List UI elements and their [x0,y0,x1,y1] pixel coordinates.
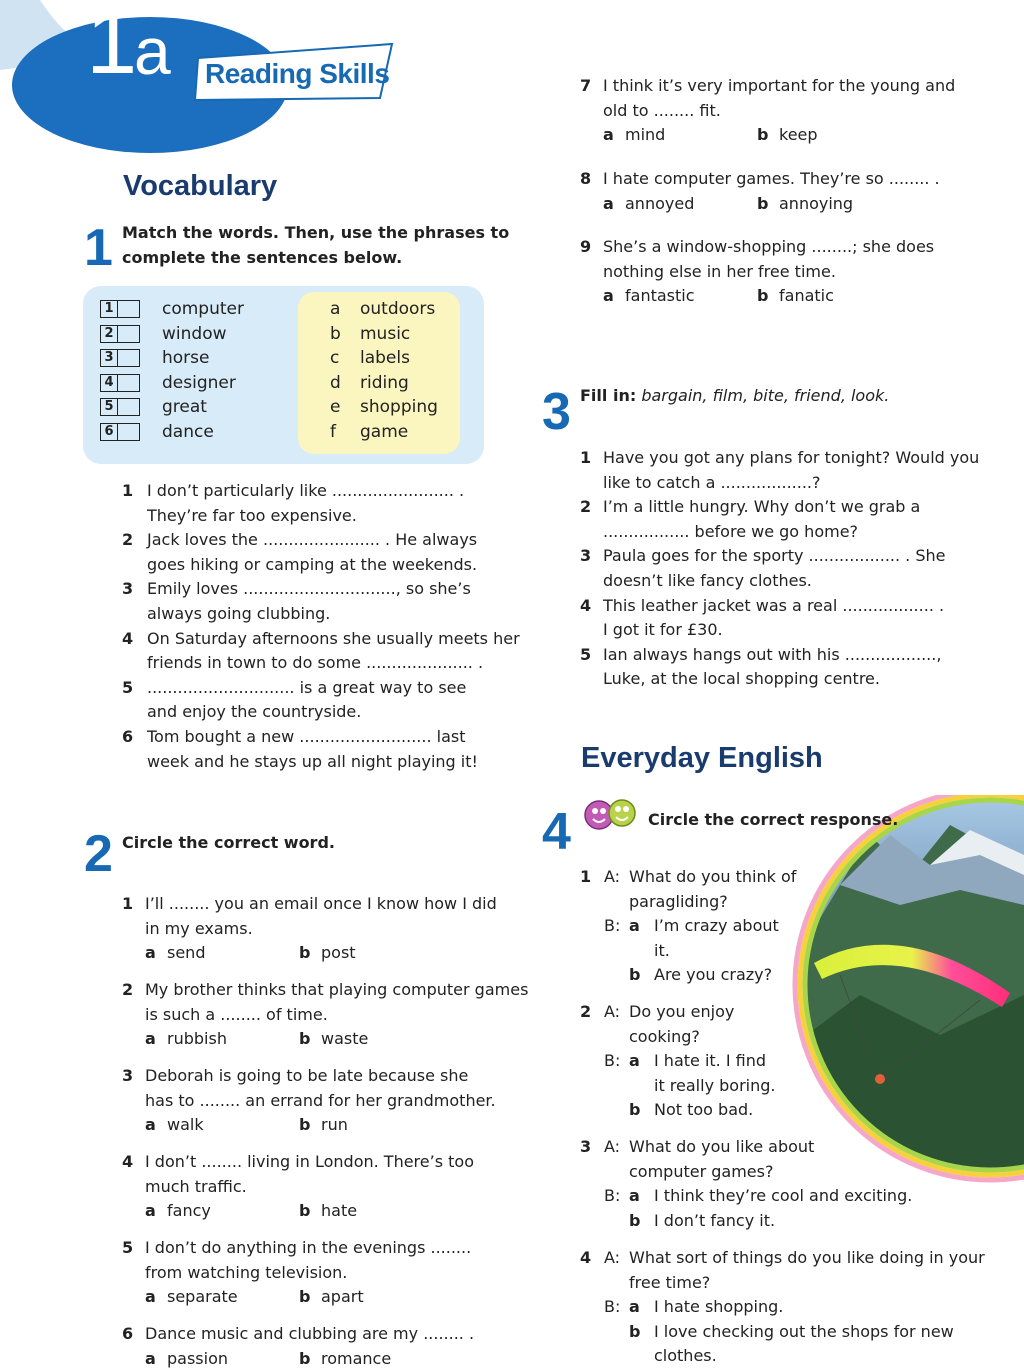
option-b[interactable] [757,123,818,148]
option-a[interactable] [603,123,665,148]
question-line: I think it’s very important for the young and [603,76,956,95]
answer-box[interactable] [100,349,140,367]
match-right-row [330,322,410,346]
fill-in-line: I’m a little hungry. Why don’t we grab a [603,497,921,517]
sentence-number: 2 [122,530,134,550]
match-right-row [330,395,438,419]
match-word: computer [162,299,244,319]
exercise-2-instruction: Circle the correct word. [122,833,335,852]
answer-box[interactable] [100,374,140,392]
everyday-english-title: Everyday English [581,742,823,774]
question-line: in my exams. [145,918,253,938]
match-letter: e [330,397,341,418]
option-text: apart [321,1287,364,1307]
option-text: fanatic [779,286,834,306]
option-text: walk [167,1115,204,1135]
fill-in-line: This leather jacket was a real .................. . [603,595,945,615]
question-number: 2 [122,980,134,999]
exercise-1-instruction-line2: complete the sentences below. [122,248,403,267]
match-letter: c [330,348,340,369]
option-letter: a [145,1348,156,1368]
dialogue-number: 2 [580,1002,592,1021]
option-text: hate [321,1201,358,1221]
option-text: rubbish [167,1029,227,1049]
match-right-row [330,297,435,321]
option-letter: a [145,1029,156,1049]
banner-title: Reading Skills [205,58,390,89]
question-number: 1 [122,894,134,913]
dialogue-number: 1 [580,867,592,886]
speaker-a-line: free time? [629,1272,711,1292]
match-left-row [100,322,227,346]
match-word: great [162,397,207,418]
option-a[interactable] [145,941,205,966]
option-letter: a [629,1297,640,1317]
fill-in-line: Luke, at the local shopping centre. [603,669,880,689]
match-letter: d [330,372,341,393]
speaker-a-label: A: [604,1248,621,1267]
fill-in-line: Ian always hangs out with his .................., [603,644,942,664]
match-left-row [100,346,209,370]
fill-in-label: Fill in: [580,386,637,405]
response-a-line[interactable]: I’m crazy about [654,916,779,936]
question-line: My brother thinks that playing computer games [145,980,529,999]
fill-in-line: Have you got any plans for tonight? Would you [603,448,980,467]
fill-in-number: 3 [580,546,592,566]
speaker-a-line: cooking? [629,1026,700,1046]
sentence-line: goes hiking or camping at the weekends. [147,554,478,574]
speaker-a-label: A: [604,1002,621,1021]
speaker-a-line: Do you enjoy [629,1002,735,1021]
option-text: annoying [779,193,854,213]
response-a-line[interactable]: I hate shopping. [654,1297,784,1317]
sentence-number: 3 [122,579,134,599]
option-letter: b [629,1100,641,1120]
match-number: 5 [101,399,118,415]
sentence-number: 4 [122,628,134,648]
speaker-b-label: B: [604,1186,621,1206]
option-letter: a [603,125,614,145]
option-text: passion [167,1348,229,1368]
option-a[interactable] [145,1285,238,1310]
question-line: has to ........ an errand for her grandmother. [145,1090,496,1110]
option-text: romance [321,1348,392,1368]
sentence-line: friends in town to do some ..................... . [147,653,484,673]
match-option-word: outdoors [360,299,436,319]
fill-in-line: I got it for £30. [603,620,723,640]
question-number: 5 [122,1238,134,1257]
match-word: dance [162,422,214,442]
exercise-3-instruction [580,384,889,408]
option-letter: b [299,1287,311,1307]
option-a[interactable] [603,284,695,309]
fill-in-line: ................. before we go home? [603,521,859,541]
exercise-3-number: 3 [542,383,571,441]
match-word: horse [162,348,210,369]
match-option-word: music [360,323,411,344]
match-left-row [100,395,207,419]
question-line: Deborah is going to be late because she [145,1066,469,1085]
match-right-row [330,371,409,395]
option-letter: b [629,1210,641,1230]
option-text: fantastic [625,286,695,306]
sentence-line: Tom bought a new .......................... last [147,727,466,746]
option-a[interactable] [145,1113,204,1138]
fill-in-number: 4 [580,595,592,615]
match-letter: f [330,422,336,442]
response-a-line[interactable]: I hate it. I find [654,1051,767,1071]
match-option-word: labels [360,348,410,369]
question-line: Dance music and clubbing are my ........ . [145,1324,475,1343]
answer-box[interactable] [100,398,140,416]
speaker-a-line: paragliding? [629,891,728,911]
option-letter: a [145,943,156,963]
exercise-4-instruction: Circle the correct response. [648,810,899,829]
option-a[interactable] [145,1027,227,1052]
question-line: I’ll ........ you an email once I know how I did [145,894,497,913]
exercise-1-instruction-line1: Match the words. Then, use the phrases to [122,223,510,242]
option-letter: b [299,943,311,963]
response-a-line[interactable]: I think they’re cool and exciting. [654,1186,913,1206]
fill-in-words: bargain, film, bite, friend, look. [641,386,890,405]
question-number: 4 [122,1152,134,1171]
sentence-line: Emily loves .............................., so she’s [147,579,471,599]
option-letter: a [629,916,640,936]
option-a[interactable] [145,1199,211,1224]
match-option-word: riding [360,372,409,393]
option-a[interactable] [603,192,694,217]
sentence-number: 5 [122,677,134,697]
option-a[interactable] [145,1347,228,1371]
question-line: is such a ........ of time. [145,1004,328,1024]
sentence-number: 6 [122,727,134,746]
match-number: 4 [101,375,118,391]
question-line: old to ........ fit. [603,100,721,120]
sentence-line: week and he stays up all night playing it! [147,751,478,771]
option-b[interactable] [299,1113,348,1138]
sentence-line: and enjoy the countryside. [147,702,362,722]
option-letter: b [629,965,641,985]
option-b[interactable] [299,1347,391,1371]
speaker-a-line: computer games? [629,1161,774,1181]
exercise-4-number: 4 [542,803,571,861]
match-option-word: shopping [360,397,438,418]
option-text: run [321,1115,348,1135]
fill-in-line: Paula goes for the sporty .................. . She [603,546,946,566]
sentence-line: Jack loves the ....................... . He always [147,530,478,550]
vocabulary-title: Vocabulary [123,170,278,202]
question-line: from watching television. [145,1262,348,1282]
question-line: I don’t do anything in the evenings ........ [145,1238,472,1257]
match-number: 1 [101,301,118,317]
match-letter: b [330,323,341,344]
fill-in-number: 5 [580,644,592,664]
unit-letter: a [134,14,171,88]
match-left-row [100,371,236,395]
response-a-line[interactable]: it really boring. [654,1075,776,1095]
option-letter: a [145,1115,156,1135]
option-text: send [167,943,206,963]
unit-number: 1 [86,0,138,93]
sentence-line: ............................. is a great way to see [147,677,467,697]
option-b[interactable] [299,1199,357,1224]
answer-box[interactable] [100,300,140,318]
speaker-a-line: What sort of things do you like doing in your [629,1248,985,1267]
sentence-line: I don’t particularly like ........................ . [147,481,465,500]
response-b-line[interactable]: I love checking out the shops for new [654,1321,954,1341]
match-right-row [330,346,410,370]
dialogue-number: 3 [580,1137,592,1156]
response-b-line[interactable]: clothes. [654,1346,717,1366]
question-line: I hate computer games. They’re so ........ . [603,169,940,188]
option-text: waste [321,1029,369,1049]
sentence-line: On Saturday afternoons she usually meets her [147,628,520,648]
response-b-line[interactable]: I don’t fancy it. [654,1210,776,1230]
speaker-b-label: B: [604,1297,621,1317]
option-text: fancy [167,1201,211,1221]
option-letter: a [603,286,614,306]
response-b-line[interactable]: Are you crazy? [654,965,773,985]
option-b[interactable] [299,941,356,966]
match-word: window [162,323,227,344]
fill-in-line: doesn’t like fancy clothes. [603,571,812,590]
option-text: separate [167,1287,238,1307]
speaking-faces-icon [582,798,642,832]
speaker-b-label: B: [604,916,621,936]
option-letter: b [757,125,769,145]
response-a-line[interactable]: it. [654,940,670,960]
option-text: post [321,943,356,963]
speaker-a-label: A: [604,867,621,886]
option-b[interactable] [299,1285,364,1310]
option-letter: a [145,1201,156,1221]
answer-box[interactable] [100,423,140,441]
question-line: She’s a window-shopping ........; she does [603,237,935,256]
fill-in-number: 2 [580,497,592,517]
speaker-a-label: A: [604,1137,621,1156]
speaker-b-label: B: [604,1051,621,1071]
match-number: 3 [101,350,118,366]
match-left-row [100,297,244,321]
match-number: 2 [101,326,118,342]
question-number: 8 [580,169,592,188]
sentence-line: always going clubbing. [147,604,331,623]
option-letter: a [629,1186,640,1206]
response-b-line[interactable]: Not too bad. [654,1100,754,1120]
option-letter: a [629,1051,640,1071]
option-letter: b [299,1201,311,1221]
option-b[interactable] [757,284,834,309]
speaker-a-line: What do you like about [629,1137,815,1156]
question-number: 6 [122,1324,134,1343]
option-letter: b [757,286,769,306]
question-line: nothing else in her free time. [603,261,836,281]
sentence-number: 1 [122,481,134,500]
option-letter: b [299,1029,311,1049]
option-letter: b [757,193,769,213]
speaker-a-line: What do you think of [629,867,797,886]
option-b[interactable] [757,192,853,217]
match-letter: a [330,299,341,319]
option-text: annoyed [625,193,695,213]
dialogue-number: 4 [580,1248,592,1267]
option-b[interactable] [299,1027,368,1052]
answer-box[interactable] [100,325,140,343]
question-number: 3 [122,1066,134,1085]
option-letter: a [603,193,614,213]
question-line: I don’t ........ living in London. There’s too [145,1152,474,1171]
match-word: designer [162,372,236,393]
match-option-word: game [360,422,409,442]
option-text: mind [625,125,666,145]
option-letter: b [299,1115,311,1135]
option-letter: b [629,1321,641,1341]
question-number: 7 [580,76,592,95]
option-letter: a [145,1287,156,1307]
exercise-1-number: 1 [84,219,113,277]
match-number: 6 [101,424,118,440]
sentence-line: They’re far too expensive. [147,505,357,525]
question-number: 9 [580,237,592,256]
fill-in-number: 1 [580,448,592,467]
option-text: keep [779,125,818,145]
exercise-2-number: 2 [84,825,113,883]
option-letter: b [299,1348,311,1368]
paragliding-photo [780,795,1024,1195]
match-right-row [330,420,408,444]
fill-in-line: like to catch a ..................? [603,472,821,492]
question-line: much traffic. [145,1176,247,1196]
match-left-row [100,420,214,444]
